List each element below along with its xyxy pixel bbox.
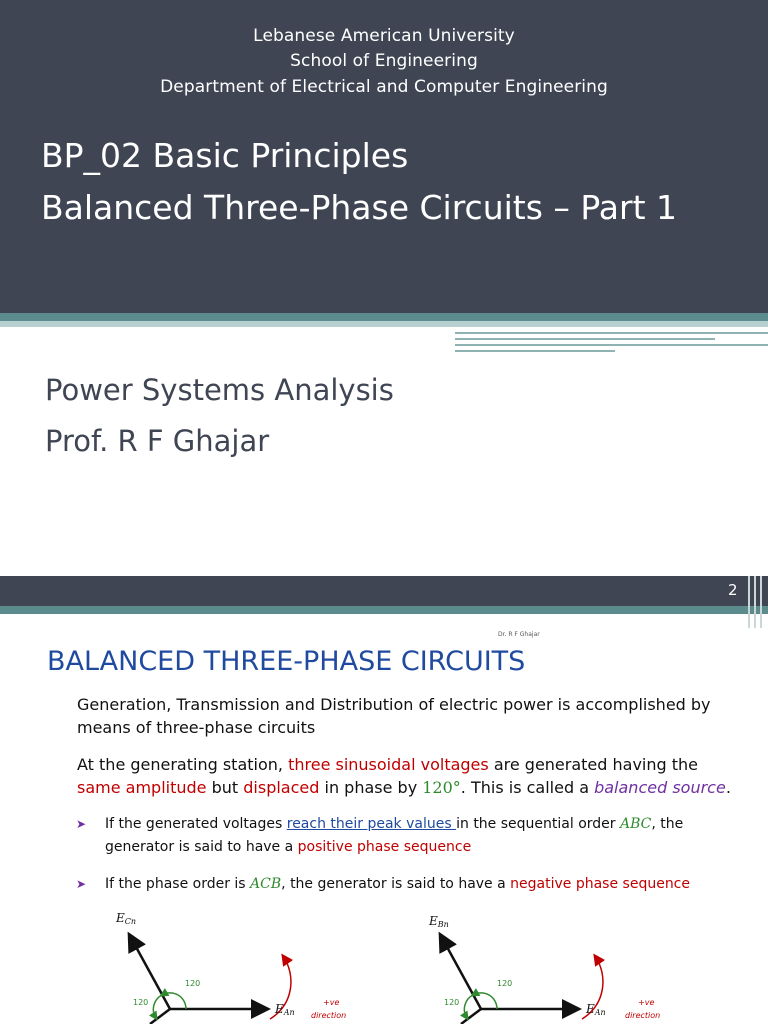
angle-label: 120: [497, 979, 513, 988]
peak-values-link[interactable]: reach their peak values: [286, 816, 457, 832]
phasor-diagram-negative: [428, 914, 660, 1024]
label-ecn: ECn: [116, 911, 137, 926]
direction-label: +ve: [323, 998, 340, 1007]
paragraph-balanced-source: At the generating station, three sinusoidal voltages are generated having the same amplitude but displaced in phase by 120°. This is called a balanced source.: [77, 755, 731, 797]
university-name: Lebanese American University: [253, 26, 515, 46]
slide-title-line2: Balanced Three-Phase Circuits – Part 1: [41, 188, 678, 227]
bullet-negative-sequence: If the phase order is ACB, the generator is said to have a negative phase sequence: [105, 876, 690, 892]
direction-label: +ve: [638, 998, 655, 1007]
decor-line: [455, 350, 615, 352]
decor-vline: [754, 576, 756, 628]
bullet-arrow-icon: ➤: [76, 817, 87, 831]
content-slide-band: [0, 606, 768, 614]
decor-line: [455, 338, 715, 340]
decor-vline: [760, 576, 762, 628]
paragraph-intro: Generation, Transmission and Distribution of electric power is accomplished by means of three-phase circuits: [77, 695, 711, 737]
angle-label: 120: [185, 979, 201, 988]
section-title: BALANCED THREE-PHASE CIRCUITS: [47, 646, 526, 677]
phasor-diagram-positive: [115, 911, 346, 1024]
phasor-diagrams: [0, 900, 768, 1024]
page-number: 2: [728, 581, 738, 599]
course-name: Power Systems Analysis: [45, 373, 394, 407]
angle-label: 120: [133, 998, 149, 1007]
title-band-light: [0, 321, 768, 327]
school-name: School of Engineering: [290, 51, 478, 71]
author-tag: Dr. R F Ghajar: [498, 631, 540, 638]
label-ean: EAn: [586, 1002, 606, 1017]
decor-line: [455, 344, 768, 346]
content-slide-header: [0, 576, 768, 606]
bullet-arrow-icon: ➤: [76, 877, 87, 891]
label-ebn: EBn: [429, 914, 449, 929]
department-name: Department of Electrical and Computer Engineering: [160, 77, 608, 97]
direction-label: direction: [311, 1011, 347, 1020]
label-ean: EAn: [275, 1002, 295, 1017]
direction-label: direction: [625, 1011, 661, 1020]
professor-name: Prof. R F Ghajar: [45, 424, 270, 458]
decor-line: [455, 332, 768, 334]
title-band: [0, 313, 768, 321]
angle-label: 120: [444, 998, 460, 1007]
decor-vline: [748, 576, 750, 628]
slide-title-line1: BP_02 Basic Principles: [41, 136, 409, 175]
bullet-positive-sequence: If the generated voltages reach their peak values in the sequential order ABC, the generator is said to have a positive phase sequence: [105, 816, 684, 855]
